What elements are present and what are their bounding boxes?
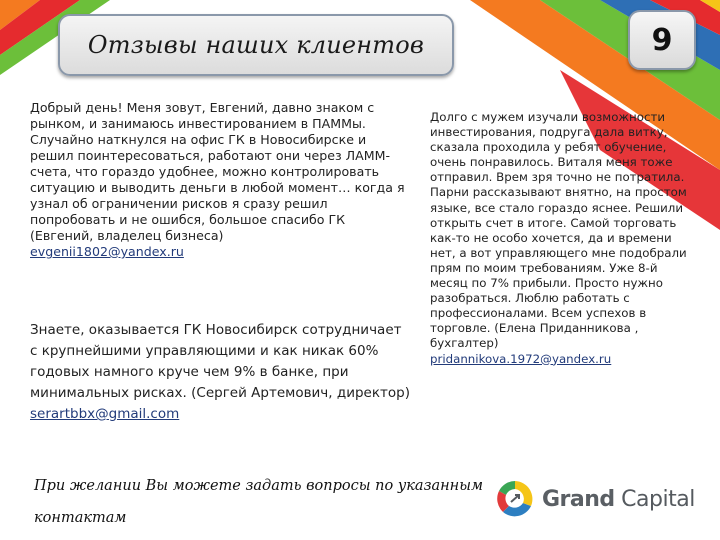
review-email-link[interactable]: serartbbx@gmail.com xyxy=(30,406,180,422)
page-number-badge xyxy=(628,10,696,70)
grand-capital-logo xyxy=(494,476,704,522)
page-title: Отзывы наших клиентов xyxy=(87,31,425,59)
review-email-link[interactable]: evgenii1802@yandex.ru xyxy=(30,244,184,259)
review-text: Добрый день! Меня зовут, Евгений, давно знаком с рынком, и занимаюсь инвестированием в ПАММы. Случайно наткнулся на офис ГК в Новосибирске и решил поинтересоваться, работают они через ЛАММ-счета, что гораздо удобнее, можно контролировать ситуацию и выводить деньги в любой момент… когда я узнал об ограничении рисков я сразу решил попробовать и не ошибся, большое спасибо ГК (Евгений, владелец бизнеса) xyxy=(30,100,405,243)
review-text: Знаете, оказывается ГК Новосибирск сотрудничает с крупнейшими управляющими и как никак 60% годовых намного круче чем 9% в банке, при минимальных рисках. (Сергей Артемович, директор) xyxy=(30,322,410,401)
review-evgeniy xyxy=(30,100,410,260)
page-number: 9 xyxy=(651,22,673,58)
review-email-link[interactable]: pridannikova.1972@yandex.ru xyxy=(430,351,612,366)
review-elena xyxy=(430,110,692,367)
review-sergey xyxy=(30,320,410,425)
grand-capital-logo-icon xyxy=(494,478,536,520)
title-box xyxy=(58,14,454,76)
logo-wordmark: Grand Capital xyxy=(542,486,695,512)
review-text: Долго с мужем изучали возможности инвестирования, подруга дала витку, сказала проходила у ребят обучение, очень понравилось. Виталя меня тоже отправил. Врем зря точно не потратила. Парни рассказывают внятно, на простом языке, все стало гораздо яснее. Решили открыть счет в итоге. Самой торговать как-то не особо хочется, да и времени нет, а вот управляющего мне подобрали прям по моим требованиям. Уже 8-й месяц по 7% прибыли. Просто нужно разобраться. Люблю работать с профессионалами. Всем успехов в торговле. (Елена Приданникова , бухгалтер) xyxy=(430,110,687,351)
contact-note: При желании Вы можете задать вопросы по указанным контактам xyxy=(34,478,484,526)
